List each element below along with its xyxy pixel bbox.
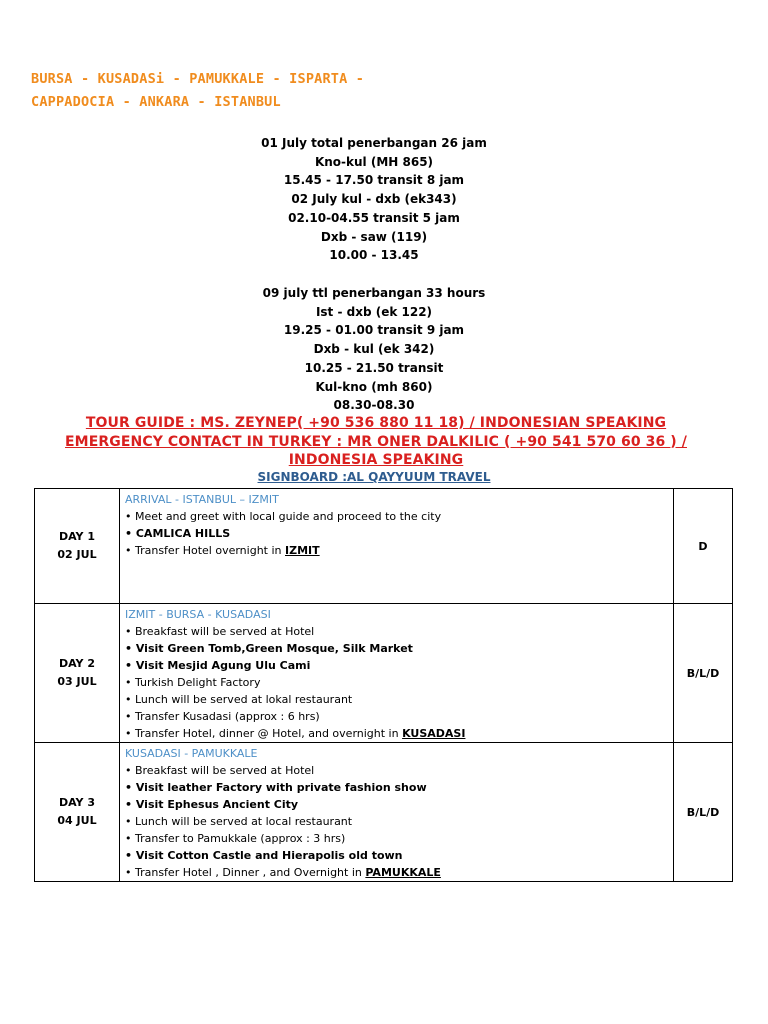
overnight-text: • Transfer Hotel overnight in [125,544,285,557]
list-item [125,864,668,881]
activities-cell [120,743,674,882]
outbound-line: Dxb - saw (119) [320,229,428,244]
list-item: • Transfer Kusadasi (approx : 6 hrs) [125,710,320,723]
table-row [35,489,733,604]
list-item: • Lunch will be served at local restaurant [125,815,353,828]
list-item: • Transfer to Pamukkale (approx : 3 hrs) [125,832,346,845]
contact-info [0,414,752,470]
outbound-line: 02 July kul - dxb (ek343) [291,192,457,207]
list-item: • Visit Ephesus Ancient City [125,798,299,811]
signboard-text: SIGNBOARD :AL QAYYUUM TRAVEL [257,470,491,484]
return-flights [0,284,748,415]
day-label: DAY 3 [58,796,96,809]
list-item: • Visit leather Factory with private fashion show [125,781,427,794]
return-line: 19.25 - 01.00 transit 9 jam [283,323,465,338]
day-date: 04 JUL [57,814,97,827]
list-item: • Turkish Delight Factory [125,676,261,689]
day-label: DAY 1 [58,530,96,543]
list-item: • Meet and greet with local guide and proceed to the city [125,510,442,523]
outbound-line: 10.00 - 13.45 [329,248,419,263]
day-route-header: KUSADASI - PAMUKKALE [125,747,258,760]
overnight-place: IZMIT [285,544,320,557]
day-route-header: IZMIT - BURSA - KUSADASI [125,608,271,621]
speaking-line: INDONESIA SPEAKING [288,452,464,468]
outbound-line: 15.45 - 17.50 transit 8 jam [283,173,465,188]
tour-guide-line: TOUR GUIDE : MS. ZEYNEP( +90 536 880 11 18) / INDONESIAN SPEAKING [85,415,667,431]
list-item [125,542,668,559]
table-row [35,743,733,882]
day-cell [35,743,120,882]
overnight-text: • Transfer Hotel, dinner @ Hotel, and overnight in [125,727,403,740]
list-item [125,725,668,742]
outbound-flights [0,134,748,265]
route-heading [31,68,364,114]
activities-cell [120,604,674,743]
day-cell [35,604,120,743]
overnight-text: • Transfer Hotel , Dinner , and Overnight in [125,866,366,879]
list-item: • Breakfast will be served at Hotel [125,764,315,777]
list-item: • Breakfast will be served at Hotel [125,625,315,638]
route-line-2: CAPPADOCIA - ANKARA - ISTANBUL [31,94,281,110]
emergency-contact-line: EMERGENCY CONTACT IN TURKEY : MR ONER DALKILIC ( +90 541 570 60 36 ) / [65,433,687,450]
day-route-header: ARRIVAL - ISTANBUL – IZMIT [125,493,279,506]
outbound-line: 02.10-04.55 transit 5 jam [288,210,460,225]
list-item: • Visit Green Tomb,Green Mosque, Silk Market [125,642,413,655]
outbound-line: 01 July total penerbangan 26 jam [261,136,487,150]
overnight-place: KUSADASI [402,727,466,740]
return-line: 08.30-08.30 [333,398,415,413]
day-cell [35,489,120,604]
meals-cell: D [674,489,733,604]
list-item: • Visit Mesjid Agung Ulu Cami [125,659,311,672]
meals-cell: B/L/D [674,743,733,882]
day-label: DAY 2 [58,657,96,670]
list-item: • Visit Cotton Castle and Hierapolis old town [125,849,403,862]
overnight-place: PAMUKKALE [365,866,441,879]
return-line: Kul-kno (mh 860) [315,379,433,394]
return-line: 09 july ttl penerbangan 33 hours [262,286,486,300]
itinerary-table [34,488,733,882]
table-row [35,604,733,743]
outbound-line: Kno-kul (MH 865) [314,154,434,169]
return-line: Ist - dxb (ek 122) [315,304,433,319]
return-line: Dxb - kul (ek 342) [313,342,435,357]
meals-cell: B/L/D [674,604,733,743]
list-item: • Lunch will be served at lokal restaurant [125,693,353,706]
day-date: 03 JUL [57,675,97,688]
route-line-1: BURSA - KUSADASi - PAMUKKALE - ISPARTA - [31,71,365,87]
return-line: 10.25 - 21.50 transit [304,360,444,375]
activities-cell [120,489,674,604]
list-item: • CAMLICA HILLS [125,527,231,540]
day-date: 02 JUL [57,548,97,561]
